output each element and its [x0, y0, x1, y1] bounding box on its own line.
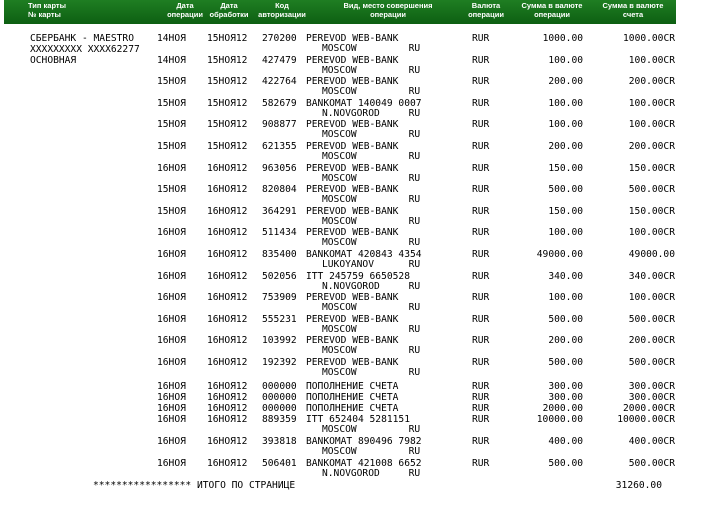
- description: ITT 652404 5281151: [306, 414, 410, 425]
- currency: RUR: [472, 458, 490, 469]
- acc-amount: 500.00CR: [628, 184, 675, 196]
- op-amount: 400.00: [548, 436, 583, 447]
- header-place: Вид, место совершения операции: [343, 1, 433, 19]
- proc-date: 16НОЯ12: [207, 381, 248, 392]
- page-total-label: ***************** ИТОГО ПО СТРАНИЦЕ: [93, 480, 296, 491]
- acc-amount: 100.00CR: [628, 227, 675, 239]
- acc-amount: 49000.00: [628, 249, 675, 260]
- card-type: ОСНОВНАЯ: [30, 55, 77, 66]
- op-amount: 49000.00: [536, 249, 583, 260]
- currency: RUR: [472, 414, 490, 425]
- description: ПОПОЛНЕНИЕ СЧЕТА: [306, 381, 399, 392]
- auth-code: 963056: [262, 162, 297, 174]
- auth-code: 835400: [262, 249, 297, 260]
- op-amount: 100.00: [548, 97, 583, 109]
- currency: RUR: [472, 33, 490, 44]
- acc-amount: 2000.00CR: [623, 403, 675, 414]
- location: N.NOVGOROD RU: [322, 280, 421, 292]
- acc-amount: 150.00CR: [628, 162, 675, 174]
- currency: RUR: [472, 141, 490, 152]
- acc-amount: 500.00CR: [628, 458, 675, 469]
- location: MOSCOW RU: [322, 367, 421, 378]
- description: PEREVOD WEB-BANK: [306, 141, 399, 152]
- description: ITT 245759 6650528: [306, 270, 410, 282]
- currency: RUR: [472, 76, 490, 88]
- proc-date: 16НОЯ12: [207, 313, 248, 325]
- proc-date: 16НОЯ12: [207, 357, 248, 368]
- description: PEREVOD WEB-BANK: [306, 54, 399, 66]
- op-date: 15НОЯ: [157, 76, 186, 88]
- proc-date: 16НОЯ12: [207, 403, 248, 414]
- location: MOSCOW RU: [322, 424, 421, 435]
- currency: RUR: [472, 392, 490, 403]
- auth-code: 582679: [262, 97, 297, 109]
- auth-code: 422764: [262, 76, 297, 88]
- acc-amount: 100.00CR: [628, 97, 675, 109]
- auth-code: 555231: [262, 313, 297, 325]
- proc-date: 16НОЯ12: [207, 162, 248, 174]
- op-amount: 100.00: [548, 119, 583, 131]
- op-amount: 500.00: [548, 184, 583, 196]
- op-date: 16НОЯ: [157, 292, 186, 304]
- op-date: 16НОЯ: [157, 357, 186, 368]
- proc-date: 15НОЯ12: [207, 97, 248, 109]
- op-amount: 500.00: [548, 458, 583, 469]
- header-op-amount: Сумма в валюте операции: [521, 1, 583, 19]
- location: MOSCOW RU: [322, 215, 421, 227]
- location: N.NOVGOROD RU: [322, 107, 421, 119]
- acc-amount: 300.00CR: [628, 381, 675, 392]
- op-date: 16НОЯ: [157, 162, 186, 174]
- op-date: 16НОЯ: [157, 414, 186, 425]
- card-number: XXXXXXXXX XXXX62277: [30, 44, 140, 55]
- auth-code: 511434: [262, 227, 297, 239]
- proc-date: 16НОЯ12: [207, 458, 248, 469]
- acc-amount: 300.00CR: [628, 392, 675, 403]
- currency: RUR: [472, 335, 490, 347]
- op-amount: 200.00: [548, 335, 583, 347]
- currency: RUR: [472, 381, 490, 392]
- op-date: 16НОЯ: [157, 227, 186, 239]
- op-date: 15НОЯ: [157, 141, 186, 152]
- op-date: 15НОЯ: [157, 184, 186, 196]
- acc-amount: 10000.00CR: [617, 414, 675, 425]
- op-date: 16НОЯ: [157, 381, 186, 392]
- op-date: 16НОЯ: [157, 403, 186, 414]
- op-amount: 100.00: [548, 292, 583, 304]
- auth-code: 889359: [262, 414, 297, 425]
- description: PEREVOD WEB-BANK: [306, 335, 399, 347]
- acc-amount: 500.00CR: [628, 357, 675, 368]
- currency: RUR: [472, 436, 490, 447]
- op-date: 14НОЯ: [157, 33, 186, 44]
- proc-date: 16НОЯ12: [207, 270, 248, 282]
- description: PEREVOD WEB-BANK: [306, 76, 399, 88]
- proc-date: 15НОЯ12: [207, 54, 248, 66]
- auth-code: 502056: [262, 270, 297, 282]
- op-amount: 500.00: [548, 357, 583, 368]
- description: PEREVOD WEB-BANK: [306, 205, 399, 217]
- location: MOSCOW RU: [322, 129, 421, 141]
- location: MOSCOW RU: [322, 345, 421, 357]
- op-date: 16НОЯ: [157, 436, 186, 447]
- currency: RUR: [472, 205, 490, 217]
- location: MOSCOW RU: [322, 446, 421, 457]
- description: PEREVOD WEB-BANK: [306, 33, 399, 44]
- op-amount: 1000.00: [542, 33, 583, 44]
- auth-code: 000000: [262, 392, 297, 403]
- currency: RUR: [472, 97, 490, 109]
- op-amount: 150.00: [548, 162, 583, 174]
- description: PEREVOD WEB-BANK: [306, 313, 399, 325]
- currency: RUR: [472, 227, 490, 239]
- proc-date: 16НОЯ12: [207, 227, 248, 239]
- description: PEREVOD WEB-BANK: [306, 357, 399, 368]
- auth-code: 908877: [262, 119, 297, 131]
- location: N.NOVGOROD RU: [322, 468, 421, 479]
- header-proc-date: Дата обработки: [209, 1, 249, 19]
- proc-date: 15НОЯ12: [207, 119, 248, 131]
- auth-code: 621355: [262, 141, 297, 152]
- card-name: СБЕРБАНК - MAESTRO: [30, 33, 134, 44]
- op-date: 16НОЯ: [157, 313, 186, 325]
- proc-date: 16НОЯ12: [207, 414, 248, 425]
- description: BANKOMAT 421008 6652: [306, 458, 422, 469]
- description: BANKOMAT 420843 4354: [306, 249, 422, 260]
- location: MOSCOW RU: [322, 194, 421, 206]
- op-amount: 300.00: [548, 392, 583, 403]
- currency: RUR: [472, 270, 490, 282]
- op-date: 16НОЯ: [157, 249, 186, 260]
- proc-date: 16НОЯ12: [207, 392, 248, 403]
- acc-amount: 200.00CR: [628, 76, 675, 88]
- description: PEREVOD WEB-BANK: [306, 227, 399, 239]
- location: MOSCOW RU: [322, 172, 421, 184]
- op-date: 16НОЯ: [157, 270, 186, 282]
- acc-amount: 340.00CR: [628, 270, 675, 282]
- location: MOSCOW RU: [322, 43, 421, 54]
- op-date: 15НОЯ: [157, 205, 186, 217]
- acc-amount: 1000.00CR: [623, 33, 675, 44]
- header-auth-code: Код авторизации: [258, 1, 306, 19]
- acc-amount: 500.00CR: [628, 313, 675, 325]
- description: PEREVOD WEB-BANK: [306, 119, 399, 131]
- op-amount: 100.00: [548, 54, 583, 66]
- op-amount: 340.00: [548, 270, 583, 282]
- acc-amount: 100.00CR: [628, 292, 675, 304]
- proc-date: 16НОЯ12: [207, 436, 248, 447]
- op-amount: 2000.00: [542, 403, 583, 414]
- currency: RUR: [472, 119, 490, 131]
- auth-code: 000000: [262, 403, 297, 414]
- acc-amount: 200.00CR: [628, 335, 675, 347]
- proc-date: 16НОЯ12: [207, 292, 248, 304]
- auth-code: 270200: [262, 33, 297, 44]
- description: ПОПОЛНЕНИЕ СЧЕТА: [306, 392, 399, 403]
- location: MOSCOW RU: [322, 151, 421, 162]
- description: ПОПОЛНЕНИЕ СЧЕТА: [306, 403, 399, 414]
- location: MOSCOW RU: [322, 302, 421, 314]
- currency: RUR: [472, 162, 490, 174]
- currency: RUR: [472, 292, 490, 304]
- description: BANKOMAT 140049 0007: [306, 97, 422, 109]
- auth-code: 000000: [262, 381, 297, 392]
- proc-date: 16НОЯ12: [207, 249, 248, 260]
- acc-amount: 200.00CR: [628, 141, 675, 152]
- currency: RUR: [472, 184, 490, 196]
- proc-date: 15НОЯ12: [207, 33, 248, 44]
- currency: RUR: [472, 357, 490, 368]
- currency: RUR: [472, 54, 490, 66]
- acc-amount: 150.00CR: [628, 205, 675, 217]
- location: MOSCOW RU: [322, 323, 421, 335]
- currency: RUR: [472, 313, 490, 325]
- op-amount: 150.00: [548, 205, 583, 217]
- page-total-value: 31260.00: [615, 480, 662, 491]
- description: PEREVOD WEB-BANK: [306, 162, 399, 174]
- header-card-type: Тип карты № карты: [28, 1, 67, 19]
- op-amount: 10000.00: [536, 414, 583, 425]
- op-amount: 200.00: [548, 141, 583, 152]
- op-amount: 100.00: [548, 227, 583, 239]
- acc-amount: 100.00CR: [628, 119, 675, 131]
- op-date: 16НОЯ: [157, 458, 186, 469]
- op-date: 14НОЯ: [157, 54, 186, 66]
- op-date: 16НОЯ: [157, 335, 186, 347]
- acc-amount: 400.00CR: [628, 436, 675, 447]
- op-date: 15НОЯ: [157, 119, 186, 131]
- location: MOSCOW RU: [322, 64, 421, 76]
- op-date: 15НОЯ: [157, 97, 186, 109]
- acc-amount: 100.00CR: [628, 54, 675, 66]
- currency: RUR: [472, 249, 490, 260]
- proc-date: 16НОЯ12: [207, 184, 248, 196]
- proc-date: 15НОЯ12: [207, 141, 248, 152]
- description: PEREVOD WEB-BANK: [306, 184, 399, 196]
- auth-code: 427479: [262, 54, 297, 66]
- auth-code: 393818: [262, 436, 297, 447]
- header-currency: Валюта операции: [468, 1, 504, 19]
- header-op-date: Дата операции: [167, 1, 203, 19]
- location: MOSCOW RU: [322, 237, 421, 249]
- op-amount: 300.00: [548, 381, 583, 392]
- op-date: 16НОЯ: [157, 392, 186, 403]
- description: BANKOMAT 890496 7982: [306, 436, 422, 447]
- proc-date: 16НОЯ12: [207, 205, 248, 217]
- proc-date: 15НОЯ12: [207, 76, 248, 88]
- currency: RUR: [472, 403, 490, 414]
- auth-code: 506401: [262, 458, 297, 469]
- proc-date: 16НОЯ12: [207, 335, 248, 347]
- header-acc-amount: Сумма в валюте счета: [602, 1, 664, 19]
- auth-code: 192392: [262, 357, 297, 368]
- description: PEREVOD WEB-BANK: [306, 292, 399, 304]
- op-amount: 200.00: [548, 76, 583, 88]
- auth-code: 820804: [262, 184, 297, 196]
- auth-code: 364291: [262, 205, 297, 217]
- op-amount: 500.00: [548, 313, 583, 325]
- auth-code: 753909: [262, 292, 297, 304]
- location: MOSCOW RU: [322, 86, 421, 98]
- location: LUKOYANOV RU: [322, 259, 421, 270]
- auth-code: 103992: [262, 335, 297, 347]
